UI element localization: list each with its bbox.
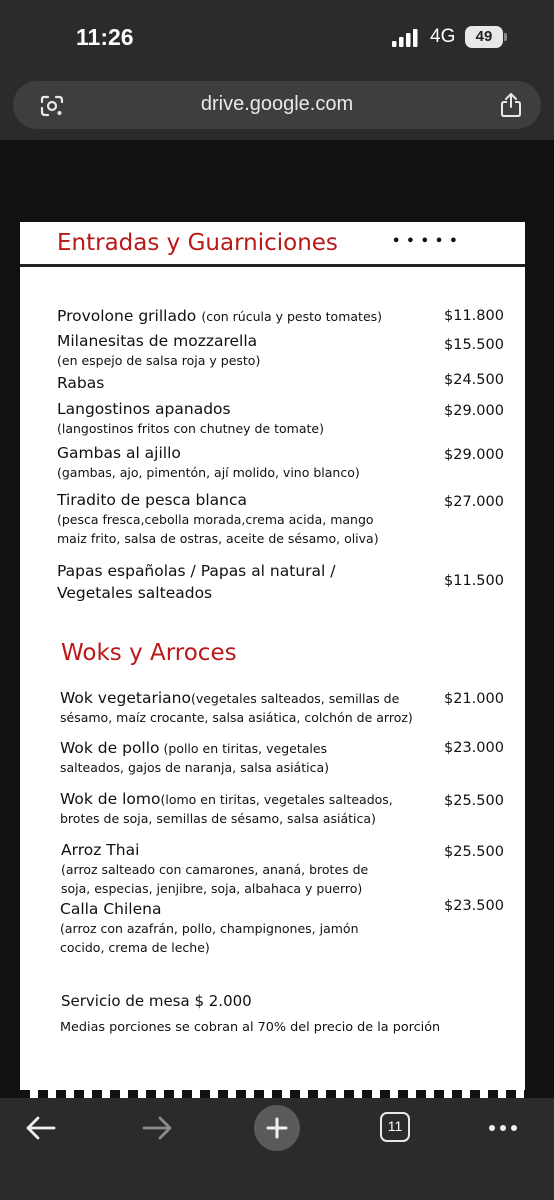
menu-item — [57, 490, 379, 548]
item-description: (gambas, ajo, pimentón, ají molido, vino blanco) — [57, 465, 360, 480]
plus-icon — [265, 1116, 289, 1140]
new-tab-button[interactable] — [254, 1105, 300, 1151]
item-name: Wok de pollo — [60, 739, 160, 757]
item-name: Calla Chilena — [60, 900, 162, 918]
item-name: Wok vegetariano — [60, 689, 191, 707]
section-title-woks: Woks y Arroces — [61, 640, 237, 666]
item-price: $23.000 — [444, 740, 504, 756]
battery-nub — [504, 33, 507, 41]
page-edge-pattern — [20, 1090, 525, 1098]
title-underline — [20, 264, 525, 267]
item-price: $11.800 — [444, 308, 504, 324]
item-description: (pesca fresca,cebolla morada,crema acida, mango — [57, 512, 374, 527]
item-name: Provolone grillado — [57, 307, 197, 325]
item-name: Tiradito de pesca blanca — [57, 491, 247, 509]
tab-switcher-icon[interactable]: 11 — [380, 1112, 410, 1142]
item-name-cont: Vegetales salteados — [57, 584, 213, 602]
menu-item — [61, 840, 368, 898]
menu-page — [20, 222, 525, 1100]
item-price: $24.500 — [444, 372, 504, 388]
item-description-cont: sésamo, maíz crocante, salsa asiática, colchón de arroz) — [60, 710, 413, 725]
item-description-cont: salteados, gajos de naranja, salsa asiática) — [60, 760, 330, 775]
item-description-cont: soja, especias, jenjibre, soja, albahaca y puerro) — [61, 881, 363, 896]
more-dots-icon[interactable] — [482, 1106, 526, 1150]
item-description: (arroz salteado con camarones, ananá, brotes de — [61, 862, 369, 877]
service-charge: Servicio de mesa $ 2.000 — [61, 992, 252, 1010]
item-description-cont: maiz frito, salsa de ostras, aceite de sésamo, oliva) — [57, 531, 379, 546]
item-description: (vegetales salteados, semillas de — [190, 691, 400, 706]
item-description: (langostinos fritos con chutney de tomate) — [57, 421, 324, 436]
url-text[interactable]: drive.google.com — [200, 93, 354, 115]
cellular-signal-icon — [392, 29, 418, 47]
menu-item — [60, 789, 393, 828]
item-price: $29.000 — [444, 403, 504, 419]
item-price: $29.000 — [444, 447, 504, 463]
item-price: $27.000 — [444, 494, 504, 510]
item-name: Milanesitas de mozzarella — [57, 332, 258, 350]
item-description: (en espejo de salsa roja y pesto) — [57, 353, 261, 368]
item-description: (pollo en tiritas, vegetales — [159, 741, 328, 756]
item-description-cont: brotes de soja, semillas de sésamo, salsa asiática) — [60, 811, 376, 826]
item-price: $21.000 — [444, 691, 504, 707]
item-name: Papas españolas / Papas al natural / — [57, 562, 336, 580]
item-name: Gambas al ajillo — [57, 444, 181, 462]
item-name: Wok de lomo — [60, 790, 161, 808]
browser-toolbar — [0, 78, 554, 140]
item-price: $15.500 — [444, 337, 504, 353]
menu-item — [60, 688, 413, 727]
item-price: $25.500 — [444, 844, 504, 860]
menu-item — [57, 373, 104, 393]
status-bar — [0, 0, 554, 78]
address-bar[interactable] — [13, 81, 541, 129]
bottom-toolbar — [0, 1098, 554, 1200]
item-price: $23.500 — [444, 898, 504, 914]
item-description: (arroz con azafrán, pollo, champignones, jamón — [60, 921, 359, 936]
menu-item — [57, 560, 335, 604]
back-arrow-icon[interactable] — [18, 1106, 62, 1150]
item-name: Arroz Thai — [61, 841, 140, 859]
clock: 11:26 — [76, 24, 134, 50]
section-title-entradas: Entradas y Guarniciones — [57, 230, 338, 256]
menu-item — [57, 443, 360, 482]
menu-item — [57, 399, 324, 438]
menu-item — [60, 738, 329, 777]
battery-indicator: 49 — [465, 26, 503, 48]
item-description-cont: cocido, crema de leche) — [60, 940, 210, 955]
share-icon[interactable] — [500, 92, 522, 118]
menu-item — [60, 899, 359, 957]
decorative-dots: ••••• — [392, 234, 464, 249]
item-description: (con rúcula y pesto tomates) — [201, 309, 383, 324]
item-description: (lomo en tiritas, vegetales salteados, — [160, 792, 393, 807]
network-type: 4G — [430, 26, 456, 47]
item-price: $11.500 — [444, 573, 504, 589]
half-portions-note: Medias porciones se cobran al 70% del precio de la porción — [60, 1020, 441, 1035]
forward-arrow-icon[interactable] — [136, 1106, 180, 1150]
document-viewer[interactable] — [0, 140, 554, 1100]
item-price: $25.500 — [444, 793, 504, 809]
item-name: Rabas — [57, 374, 105, 392]
menu-item — [57, 306, 382, 326]
item-name: Langostinos apanados — [57, 400, 231, 418]
menu-item — [57, 331, 260, 370]
